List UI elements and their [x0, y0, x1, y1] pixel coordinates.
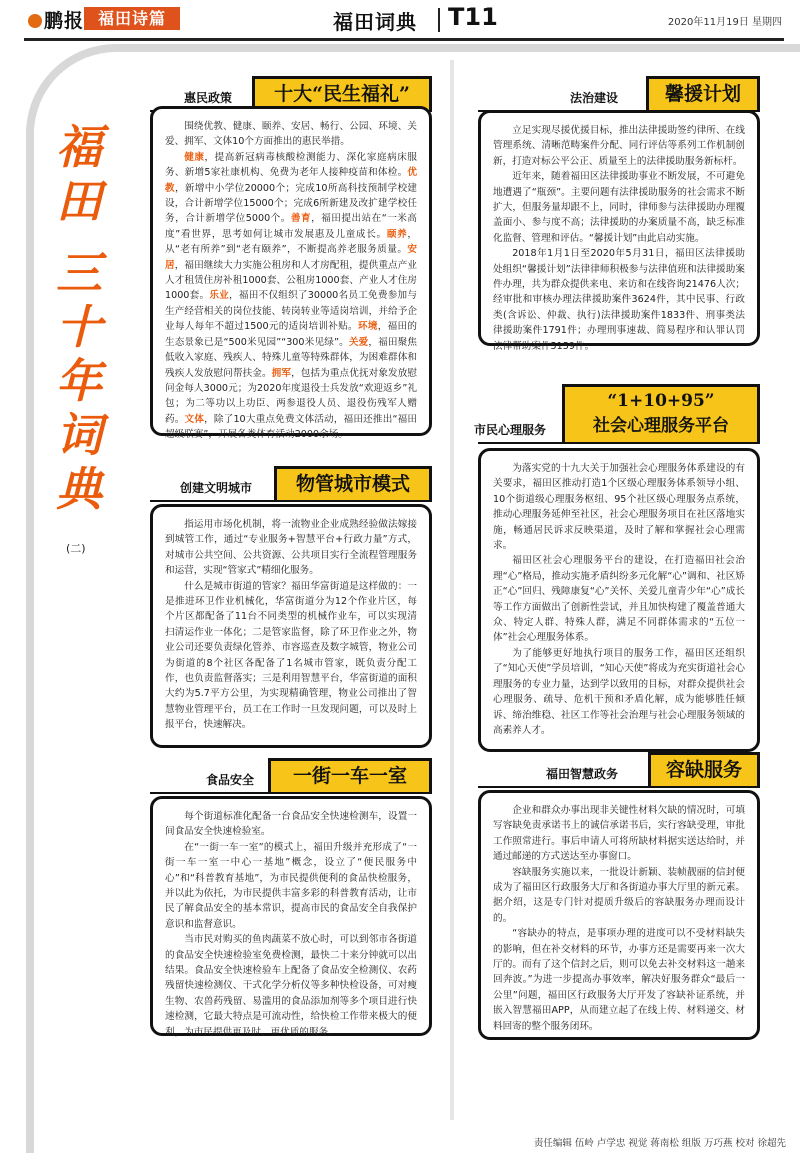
paragraph	[165, 150, 417, 443]
paragraph	[165, 119, 417, 150]
title-char: 田	[56, 174, 102, 228]
section-kicker: 惠民政策	[184, 91, 233, 105]
text-run: ，除了10大重点免费文体活动，福田还推出“福田超级联赛”，开展各类体育活动2000余场。	[165, 413, 418, 441]
article-psych	[478, 448, 760, 752]
title-char: 年	[56, 354, 102, 408]
text-run: ，福田继续大力实施公租房和人才房配租，提供重点产业人才租赁住房补租1000套、公租房1000套、产业人才住房1000套。	[165, 259, 418, 302]
text-run: 容缺服务实施以来，一批设计新颖、装帧靓丽的信封便成为了福田区行政服务大厅和各街道办事大厅里的新元素。据介绍，这是专门针对提质升级后的容缺服务办理而设计的。	[493, 866, 745, 924]
masthead-rule	[24, 38, 784, 41]
title-char: 福	[56, 120, 102, 174]
text-run: ，从“老有所养”到“老有颐养”，不断提高养老服务质量。	[165, 228, 417, 256]
section-title: 容缺服务	[648, 752, 760, 786]
section-header-food	[150, 758, 432, 794]
keyword: 优教	[165, 167, 417, 194]
text-run: 为落实党的十九大关于加强社会心理服务体系建设的有关要求，福田区推动打造1个区级心理服务体系领导小组、10个街道级心理服务枢纽、95个社区级心理服务点系统，推动心理服务延伸至社区，社会心理服务项目在社区落地实施，畅通居民诉求反映渠道，及时了解和掌握社会心理需求。	[493, 463, 745, 552]
volume-label: (二)	[66, 542, 86, 555]
keyword: 文体	[184, 413, 205, 425]
section-header-legal	[478, 76, 760, 112]
text-run: 在“一街一车一室”的模式上，福田升级并充形成了“一街一车一室一中心一基地”概念，设立了“便民服务中心”和“科普教育基地”，为市民提供便利的食品快检服务，并以此为依托，为市民提供丰富多彩的科普教育活动，让市民了解食品安全的基本常识，提高市民的食品安全自我保护意识和监督意识。	[165, 841, 417, 930]
paragraph	[493, 926, 745, 1034]
page-number: T11	[448, 3, 498, 31]
keyword: 环境	[357, 321, 378, 333]
page-date: 2020年11月19日 星期四	[667, 17, 782, 28]
section-kicker: 创建文明城市	[180, 481, 253, 495]
section-title-line2: 社会心理服务平台	[593, 416, 729, 436]
paragraph	[493, 865, 745, 927]
text-run: 什么是城市街道的管家？福田华富街道是这样做的：一是推进环卫作业机械化，华富街道分为12个作业片区，每个片区都配备了11台不同类型的机械作业车，可以实现清扫清运作业一体化；二是管家监督，除了环卫作业之外，物业公司还要负责绿化管养、市容巡查及数字城管，物业公司为街道的8个社区各配备了1名城市管家，既负责分配工作，也负责监督落实；三是利用智慧平台，华富街道的面积大约为5.7平方公里，为实现精确管理，物业公司推出了智慧物业管理平台，员工在工作时一旦发现问题，可以及时上报平台，快速解决。	[165, 580, 417, 731]
text-run: ，福田的生态景象已是“500米见园”“300米见绿”。	[165, 321, 418, 348]
section-title: 馨援计划	[646, 76, 760, 110]
paragraph	[165, 932, 417, 1040]
section-header-psych	[474, 384, 760, 444]
vertical-title	[44, 120, 114, 516]
text-run: 立足实现尽援优援目标，推出法律援助签约律所、在线管理系统、清晰范畴案件分配、同行评估等系列工作机制创新，打造对标公平公正、质量至上的法律援助服务新标杆。	[493, 125, 745, 167]
newspaper-logo[interactable]	[28, 6, 84, 33]
section-tag: 福田诗篇	[84, 7, 180, 30]
article-wuguan	[150, 504, 432, 748]
page-separator	[438, 8, 440, 32]
section-kicker: 福田智慧政务	[546, 767, 619, 781]
paragraph	[493, 553, 745, 645]
text-run: 围绕优教、健康、颐养、安居、畅行、公园、环境、关爱、拥军、文体10个方面推出的惠民举措。	[165, 121, 417, 148]
section-title: 十大“民生福礼”	[252, 76, 432, 110]
article-minsheng	[150, 106, 432, 441]
logo-mark-icon	[28, 14, 42, 28]
keyword: 颐养	[386, 228, 408, 240]
text-run: ，福田不仅组织了30000名员工免费参加与生产经营相关的岗位技能、转岗转业等适岗培训，并给予企业每人每年不超过1500元的适岗培训补贴。	[165, 290, 417, 333]
paragraph	[493, 169, 745, 246]
section-header-rongque	[478, 752, 760, 788]
section-kicker: 法治建设	[570, 91, 619, 105]
text-run: 福田区社会心理服务平台的建设，在打造福田社会治理“心”格局，推动实施矛盾纠纷多元化解“心”调和、社区矫正“心”回归、残障康复“心”关怀、关爱儿童青少年“心”成长等工作方面做出了创新性尝试，并且加快构建了覆盖普通大众、特定人群、特殊人群，满足不同群体需求的“五位一体”社会心理服务体系。	[493, 555, 745, 644]
credits-footer: 责任编辑 伍岭 卢学忠 视觉 蒋南松 组版 万巧燕 校对 徐超先	[533, 1138, 786, 1149]
keyword: 健康	[184, 151, 205, 163]
keyword: 善育	[290, 213, 312, 225]
article-food	[150, 796, 432, 1036]
article-rongque	[478, 790, 760, 1040]
paragraph	[493, 461, 745, 553]
text-run: ，福田提出站在“一米高度”看世界，思考如何让城市发展惠及儿童成长。	[165, 213, 417, 240]
section-title: 物管城市模式	[274, 466, 432, 500]
text-run: ，福田聚焦低收入家庭、残疾人、特殊儿童等特殊群体，为困难群体和残疾人发放慰问帮扶金。	[165, 336, 417, 379]
title-char: 词	[56, 408, 102, 462]
text-run: ，包括为重点优抚对象发放慰问金每人3000元；为2020年度退役士兵发放“欢迎返乡”礼包；为二等功以上功臣、两参退役人员、退役伤残军人赠药。	[165, 367, 418, 425]
title-char: 典	[56, 462, 102, 516]
paragraph	[165, 517, 417, 579]
paragraph	[493, 123, 745, 169]
text-run: 企业和群众办事出现非关键性材料欠缺的情况时，可填写容缺免责承诺书上的诚信承诺书后，实行容缺受理，审批工作照常进行。事后申请人可将所缺材料据实送达给时，并通过邮递的方式送达至办事窗口。	[493, 805, 745, 863]
text-run: “容缺办的特点，是事项办理的进度可以不受材料缺失的影响，但在补交材料的环节，办事方还是需要再来一次大厅的。而有了这个信封之后，则可以免去补交材料这一趟来回奔波。”为进一步提高办事效率，解决好服务群众“最后一公里”问题，福田区行政服务大厅开发了容缺补证系统，并嵌入智慧福田APP，从而建立起了在线上传、材料递交、材料回寄的整个服务闭环。	[493, 928, 745, 1032]
paragraph	[165, 840, 417, 932]
logo-text: 鹏报	[44, 10, 85, 32]
keyword: 拥军	[271, 367, 292, 379]
keyword: 关爱	[348, 336, 369, 348]
section-title	[562, 384, 760, 442]
column-divider	[450, 60, 454, 1120]
section-title: 一街一车一室	[268, 758, 432, 792]
text-run: 当市民对购买的鱼肉蔬菜不放心时，可以到邻市各街道的食品安全快速检验室免费检测，最快二十来分钟就可以出结果。食品安全快速检验车上配备了食品安全检测仪、农药残留快速检测仪、干式化学分析仪等多种快检设备，可对瘦生物、农兽药残留、易滥用的食品添加剂等多个项目进行快速检测，它最大特点是可流动性，给快检工作带来极大的便利，为市民提供更及时、更优质的服务。	[165, 934, 417, 1038]
title-char: 三	[56, 246, 102, 300]
keyword: 安居	[165, 244, 417, 271]
page-name: 福田词典	[333, 10, 417, 34]
paragraph	[165, 809, 417, 840]
title-char: 十	[56, 300, 102, 354]
section-kicker: 食品安全	[206, 773, 255, 787]
text-run: 为了能够更好地执行项目的服务工作，福田区还组织了“知心天使”学员培训，“知心天使”将成为充实街道社会心理服务的专业力量，达到学以致用的目标，对群众提供社会心理服务、疏导、危机干预和矛盾化解，成为能够胜任倾诉、缔治维稳、社区工作等社会治理与社会心理服务领域的高素养人才。	[493, 647, 745, 736]
text-run: ，提高新冠病毒核酸检测能力、深化家庭病床服务、新增5家社康机构、免费为老年人接种疫苗和体检。	[165, 151, 418, 179]
text-run: 2018年1月1日至2020年5月31日，福田区法律援助处组织“馨援计划”法律律师积极参与法律值班和法律援助案件办理，共为群众提供来电、来访和在线咨询21476人次；经审批和审核办理法律援助案件3624件，其中民事、行政类(含诉讼、仲裁、执行)法律援助案件1833件、刑事类法律援助案件1791件；办理刑事速裁、简易程序和认罪认罚法律帮助案件5159件。	[493, 248, 745, 352]
text-run: 指运用市场化机制，将一流物业企业成熟经验做法嫁接到城管工作，通过“专业服务+智慧平台+行政力量”方式，对城市公共空间、公共资源、公共项目实行全流程管理服务和运营，实现“管家式”精细化服务。	[165, 519, 417, 577]
text-run: 每个街道标准化配备一台食品安全快速检测车，设置一间食品安全快速检验室。	[165, 811, 417, 838]
article-legal	[478, 110, 760, 352]
paragraph	[493, 246, 745, 354]
section-title-line1: “1+10+95”	[607, 391, 715, 411]
paragraph	[493, 646, 745, 738]
section-kicker: 市民心理服务	[474, 423, 547, 437]
text-run: 近年来，随着福田区法律援助事业不断发展，不可避免地遭遇了“瓶颈”。主要问题有法律援助服务的社会需求不断扩大，但服务量却跟不上，同时，律师参与法律援助办理覆盖面小、参与度不高；法律援助的办案质量不高，缺乏标准化监督、管理和评估。“馨援计划”由此启动实施。	[493, 171, 745, 244]
text-run: ，新增中小学位20000个；完成10所高科技预制学校建设，合计新增学位15000个；完成6所新建及改扩建学校任务，合计新增学位5000个。	[165, 182, 417, 225]
keyword: 乐业	[209, 290, 230, 302]
section-header-wuguan	[150, 466, 432, 502]
paragraph	[165, 579, 417, 733]
paragraph	[493, 803, 745, 865]
masthead	[0, 0, 800, 40]
